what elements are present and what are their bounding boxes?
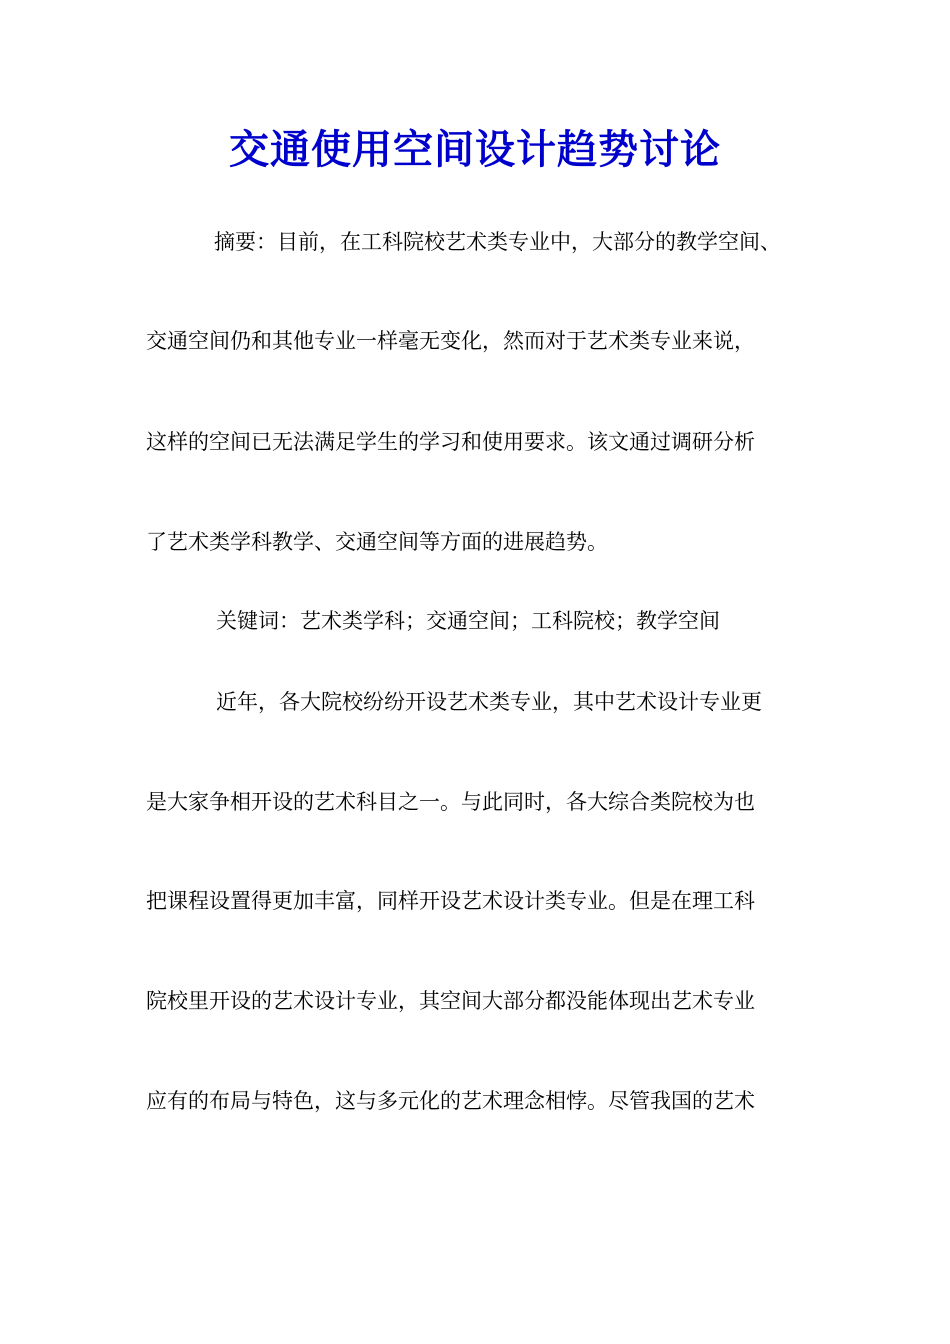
- body-line-1: 近年，各大院校纷纷开设艺术类专业，其中艺术设计专业更: [216, 690, 762, 714]
- abstract-line-2: 交通空间仍和其他专业一样毫无变化，然而对于艺术类专业来说，: [146, 329, 755, 353]
- document-title: 交通使用空间设计趋势讨论: [229, 126, 721, 173]
- body-line-4: 院校里开设的艺术设计专业，其空间大部分都没能体现出艺术专业: [146, 989, 755, 1013]
- abstract-line-1: 摘要：目前，在工科院校艺术类专业中，大部分的教学空间、: [214, 230, 781, 254]
- body-line-2: 是大家争相开设的艺术科目之一。与此同时，各大综合类院校为也: [146, 790, 755, 814]
- body-line-5: 应有的布局与特色，这与多元化的艺术理念相悖。尽管我国的艺术: [146, 1089, 755, 1113]
- abstract-line-3: 这样的空间已无法满足学生的学习和使用要求。该文通过调研分析: [146, 430, 755, 454]
- body-line-3: 把课程设置得更加丰富，同样开设艺术设计类专业。但是在理工科: [146, 889, 755, 913]
- abstract-line-4: 了艺术类学科教学、交通空间等方面的进展趋势。: [146, 530, 608, 554]
- keywords-line: 关键词：艺术类学科；交通空间；工科院校；教学空间: [216, 609, 720, 633]
